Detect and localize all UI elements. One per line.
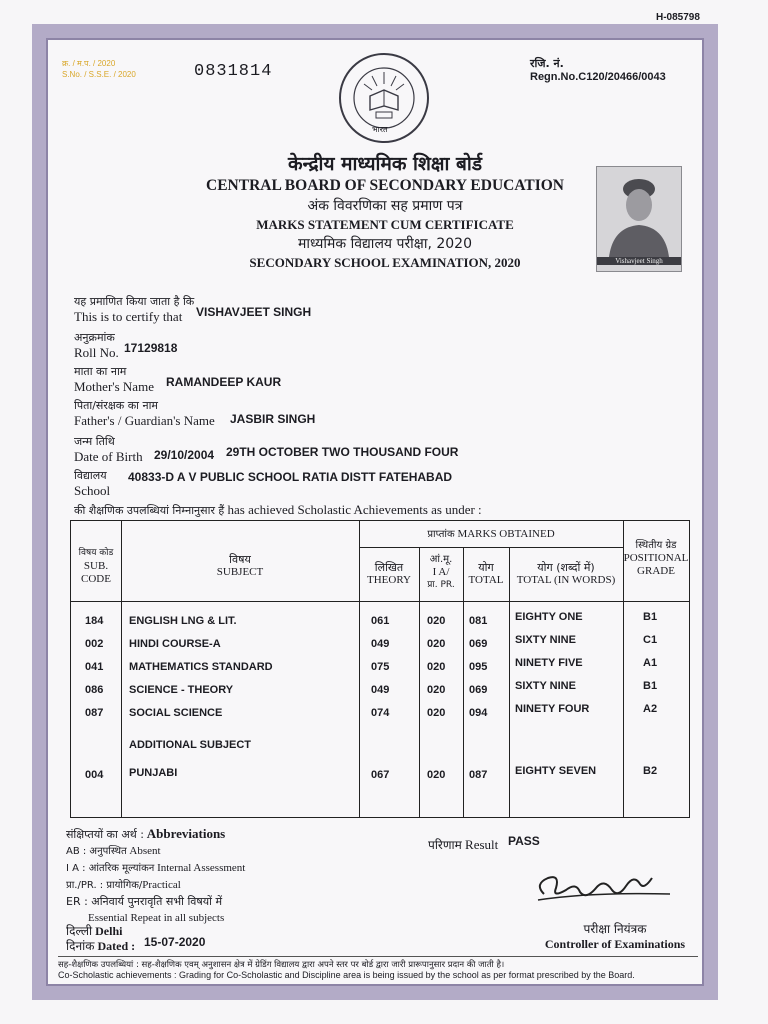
roll-label-en: Roll No.: [74, 345, 119, 360]
cell-words: SIXTY NINE: [515, 680, 576, 692]
col-code-header: [71, 547, 121, 586]
result-label-hi: परिणाम: [428, 838, 462, 852]
cell-ia: 020: [427, 707, 446, 719]
cell-ia: 020: [427, 661, 446, 673]
col-theory-header: [359, 561, 419, 587]
school-block: [74, 468, 110, 498]
cell-subject: MATHEMATICS STANDARD: [129, 661, 273, 673]
mother-name: RAMANDEEP KAUR: [166, 375, 282, 389]
header: [160, 152, 610, 272]
marks-en: MARKS OBTAINED: [457, 528, 555, 540]
cell-theory: 074: [371, 707, 390, 719]
additional-code: 004: [85, 769, 104, 781]
col-words-en: TOTAL (IN WORDS): [516, 574, 616, 586]
table-row: [71, 680, 689, 702]
abbr-title-hi: संक्षिप्तयों का अर्थ :: [66, 828, 144, 841]
abbr-pr-hi: प्रा./PR. : प्रायोगिक/: [66, 880, 143, 891]
serial-stamp: [62, 58, 136, 80]
father-name: JASBIR SINGH: [230, 412, 316, 426]
cell-total: 094: [469, 707, 488, 719]
cell-total: 069: [469, 638, 488, 650]
cell-grade: A1: [643, 657, 658, 669]
serial-stamp-line2: S.No. / S.S.E. / 2020: [62, 70, 136, 79]
cell-theory: 061: [371, 615, 390, 627]
col-grade-hi: स्थितीय ग्रेड: [635, 540, 677, 551]
achieved-line: [74, 502, 482, 518]
issue-date: 15-07-2020: [144, 935, 206, 949]
col-total-header: [463, 561, 509, 587]
col-grade-en1: POSITIONAL: [623, 552, 689, 564]
certify-label-en: This is to certify that: [74, 309, 183, 324]
place-en: Delhi: [95, 924, 123, 938]
dob-label-en: Date of Birth: [74, 449, 143, 464]
cell-code: 086: [85, 684, 104, 696]
cell-words: EIGHTY ONE: [515, 611, 583, 623]
roll-number: 17129818: [124, 341, 178, 355]
abbr-ab: [66, 843, 245, 860]
registration-label-hi: रजि. नं.: [530, 57, 564, 70]
additional-words: EIGHTY SEVEN: [515, 765, 597, 777]
mother-label-en: Mother's Name: [74, 379, 154, 394]
top-serial-number: H-085798: [656, 12, 700, 23]
registration-line: [530, 71, 666, 83]
abbr-ia-hi: I A : आंतरिक मूल्यांकन: [66, 863, 155, 874]
cell-theory: 049: [371, 638, 390, 650]
col-subject-en: SUBJECT: [216, 566, 264, 578]
abbr-ia: [66, 860, 245, 877]
registration-label: Regn.No.: [530, 71, 579, 83]
board-name-en: CENTRAL BOARD OF SECONDARY EDUCATION: [206, 177, 564, 194]
cell-words: NINETY FOUR: [515, 703, 590, 715]
col-grade-header: [623, 539, 689, 578]
col-total-hi: योग: [478, 561, 494, 574]
cell-subject: HINDI COURSE-A: [129, 638, 221, 650]
col-code-hi: विषय कोड: [78, 548, 114, 558]
additional-subject: PUNJABI: [129, 767, 178, 779]
additional-grade: B2: [643, 765, 658, 777]
col-ia-header: [419, 553, 463, 592]
additional-theory: 067: [371, 769, 390, 781]
additional-total: 087: [469, 769, 488, 781]
abbr-er-en: Essential Repeat in all subjects: [88, 912, 225, 924]
table-row: [71, 657, 689, 679]
mother-block: [74, 364, 154, 394]
marks-hi: प्राप्तांक: [427, 529, 455, 540]
cell-ia: 020: [427, 615, 446, 627]
cell-code: 087: [85, 707, 104, 719]
cell-ia: 020: [427, 684, 446, 696]
board-name-hi: केन्द्रीय माध्यमिक शिक्षा बोर्ड: [288, 153, 482, 175]
achieved-label-en: has achieved Scholastic Achievements as under :: [227, 502, 482, 517]
col-theory-hi: लिखित: [374, 561, 404, 574]
abbreviations-title: [66, 826, 245, 843]
roll-label-hi: अनुक्रमांक: [74, 331, 115, 344]
additional-subject-label: ADDITIONAL SUBJECT: [129, 739, 252, 751]
person-icon: [597, 167, 681, 257]
roll-block: [74, 330, 119, 360]
col-words-header: [509, 561, 623, 587]
col-words-hi: योग (शब्दों में): [537, 561, 595, 574]
dob-block: [74, 434, 143, 464]
footer-en: Co-Scholastic achievements : Grading for Co-Scholastic and Discipline area is being issued by the school as per format prescribed by the Board.: [58, 970, 635, 980]
marks-table: [70, 520, 690, 818]
exam-title-en: SECONDARY SCHOOL EXAMINATION, 2020: [249, 255, 521, 270]
certificate-title-hi: अंक विवरणिका सह प्रमाण पत्र: [307, 198, 463, 214]
cell-subject: SCIENCE - THEORY: [129, 684, 234, 696]
certify-label-hi: यह प्रमाणित किया जाता है कि: [74, 295, 195, 308]
col-code-en1: SUB.: [83, 560, 109, 572]
cell-theory: 049: [371, 684, 390, 696]
dob-words: 29TH OCTOBER TWO THOUSAND FOUR: [226, 445, 459, 459]
col-grade-en2: GRADE: [637, 565, 675, 577]
col-theory-en: THEORY: [367, 574, 411, 586]
registration-block: [530, 56, 666, 83]
result: [428, 836, 498, 853]
col-total-en: TOTAL: [468, 574, 504, 586]
dated-hi: दिनांक: [66, 939, 95, 953]
school-label-hi: विद्यालय: [74, 469, 107, 482]
controller-hi: परीक्षा नियंत्रक: [583, 922, 647, 936]
cell-grade: A2: [643, 703, 658, 715]
father-block: [74, 398, 215, 428]
certificate-title-en: MARKS STATEMENT CUM CERTIFICATE: [256, 217, 514, 232]
col-subject-header: [121, 553, 359, 579]
school-name: 40833-D A V PUBLIC SCHOOL RATIA DISTT FATEHABAD: [128, 470, 453, 484]
cell-subject: SOCIAL SCIENCE: [129, 707, 223, 719]
controller-signature: [530, 864, 680, 919]
table-row: [71, 703, 689, 725]
cell-words: NINETY FIVE: [515, 657, 583, 669]
cell-code: 002: [85, 638, 104, 650]
footer-hi: सह-शैक्षणिक उपलब्धियां : सह-शैक्षणिक एवम् अनुशासन क्षेत्र में ग्रेडिंग विद्यालय द्वारा अपने स्तर पर बोर्ड द्वारा जारी प्रारूपानुसार प्रदान की जाती है।: [58, 960, 505, 970]
achieved-label-hi: की शैक्षणिक उपलब्धियां निम्नानुसार हैं: [74, 504, 225, 517]
cell-code: 041: [85, 661, 104, 673]
result-label-en: Result: [465, 837, 499, 852]
dated-en: Dated :: [97, 939, 136, 953]
certify-block: [74, 294, 194, 324]
cell-words: SIXTY NINE: [515, 634, 576, 646]
col-ia-pr: प्रा. PR.: [427, 580, 455, 590]
signature-icon: [530, 864, 680, 914]
abbr-ab-en: Absent: [129, 845, 161, 857]
student-photo: [596, 166, 682, 272]
table-row: [71, 634, 689, 656]
registration-value: C120/20466/0043: [578, 71, 666, 83]
col-code-en2: CODE: [81, 573, 111, 585]
mother-label-hi: माता का नाम: [74, 365, 127, 378]
cell-total: 081: [469, 615, 488, 627]
footer: [58, 956, 698, 980]
abbr-pr: [66, 877, 245, 894]
abbr-ia-en: Internal Assessment: [157, 862, 246, 874]
cell-total: 069: [469, 684, 488, 696]
serial-stamp-line1: क्र. / म.प. / 2020: [62, 59, 116, 68]
table-row: [71, 611, 689, 633]
col-ia-hi: आं.मू.: [429, 554, 453, 565]
dated: [66, 937, 135, 954]
cell-total: 095: [469, 661, 488, 673]
abbr-pr-en: Practical: [142, 879, 181, 891]
controller-en: Controller of Examinations: [544, 937, 686, 951]
exam-title-hi: माध्यमिक विद्यालय परीक्षा, 2020: [298, 236, 472, 252]
result-value: PASS: [508, 834, 540, 848]
student-name: VISHAVJEET SINGH: [196, 305, 312, 319]
serial-number: 0831814: [194, 62, 273, 81]
abbreviations: [66, 826, 245, 926]
school-label-en: School: [74, 483, 111, 498]
cell-grade: B1: [643, 680, 658, 692]
col-ia-en: I A/: [432, 566, 450, 578]
abbr-title-en: Abbreviations: [146, 826, 226, 841]
cbse-emblem: [336, 50, 432, 146]
abbr-er-hi: ER : अनिवार्य पुनरावृति सभी विषयों में: [66, 895, 223, 908]
abbr-ab-hi: AB : अनुपस्थित: [66, 846, 127, 857]
father-label-en: Father's / Guardian's Name: [74, 413, 215, 428]
controller-title: [530, 920, 700, 952]
emblem-bottom-text: भारत: [372, 125, 388, 134]
dob-value: 29/10/2004: [154, 448, 215, 462]
place-hi: दिल्ली: [66, 924, 93, 938]
additional-ia: 020: [427, 769, 446, 781]
father-label-hi: पिता/संरक्षक का नाम: [74, 399, 159, 412]
cell-ia: 020: [427, 638, 446, 650]
cell-code: 184: [85, 615, 104, 627]
cell-grade: B1: [643, 611, 658, 623]
col-subject-hi: विषय: [229, 553, 251, 566]
dob-label-hi: जन्म तिथि: [74, 435, 115, 448]
cell-theory: 075: [371, 661, 390, 673]
cell-grade: C1: [643, 634, 658, 646]
marks-obtained-header: [359, 528, 623, 541]
cell-subject: ENGLISH LNG & LIT.: [129, 615, 237, 627]
photo-caption: Vishavjeet Singh: [597, 257, 681, 265]
